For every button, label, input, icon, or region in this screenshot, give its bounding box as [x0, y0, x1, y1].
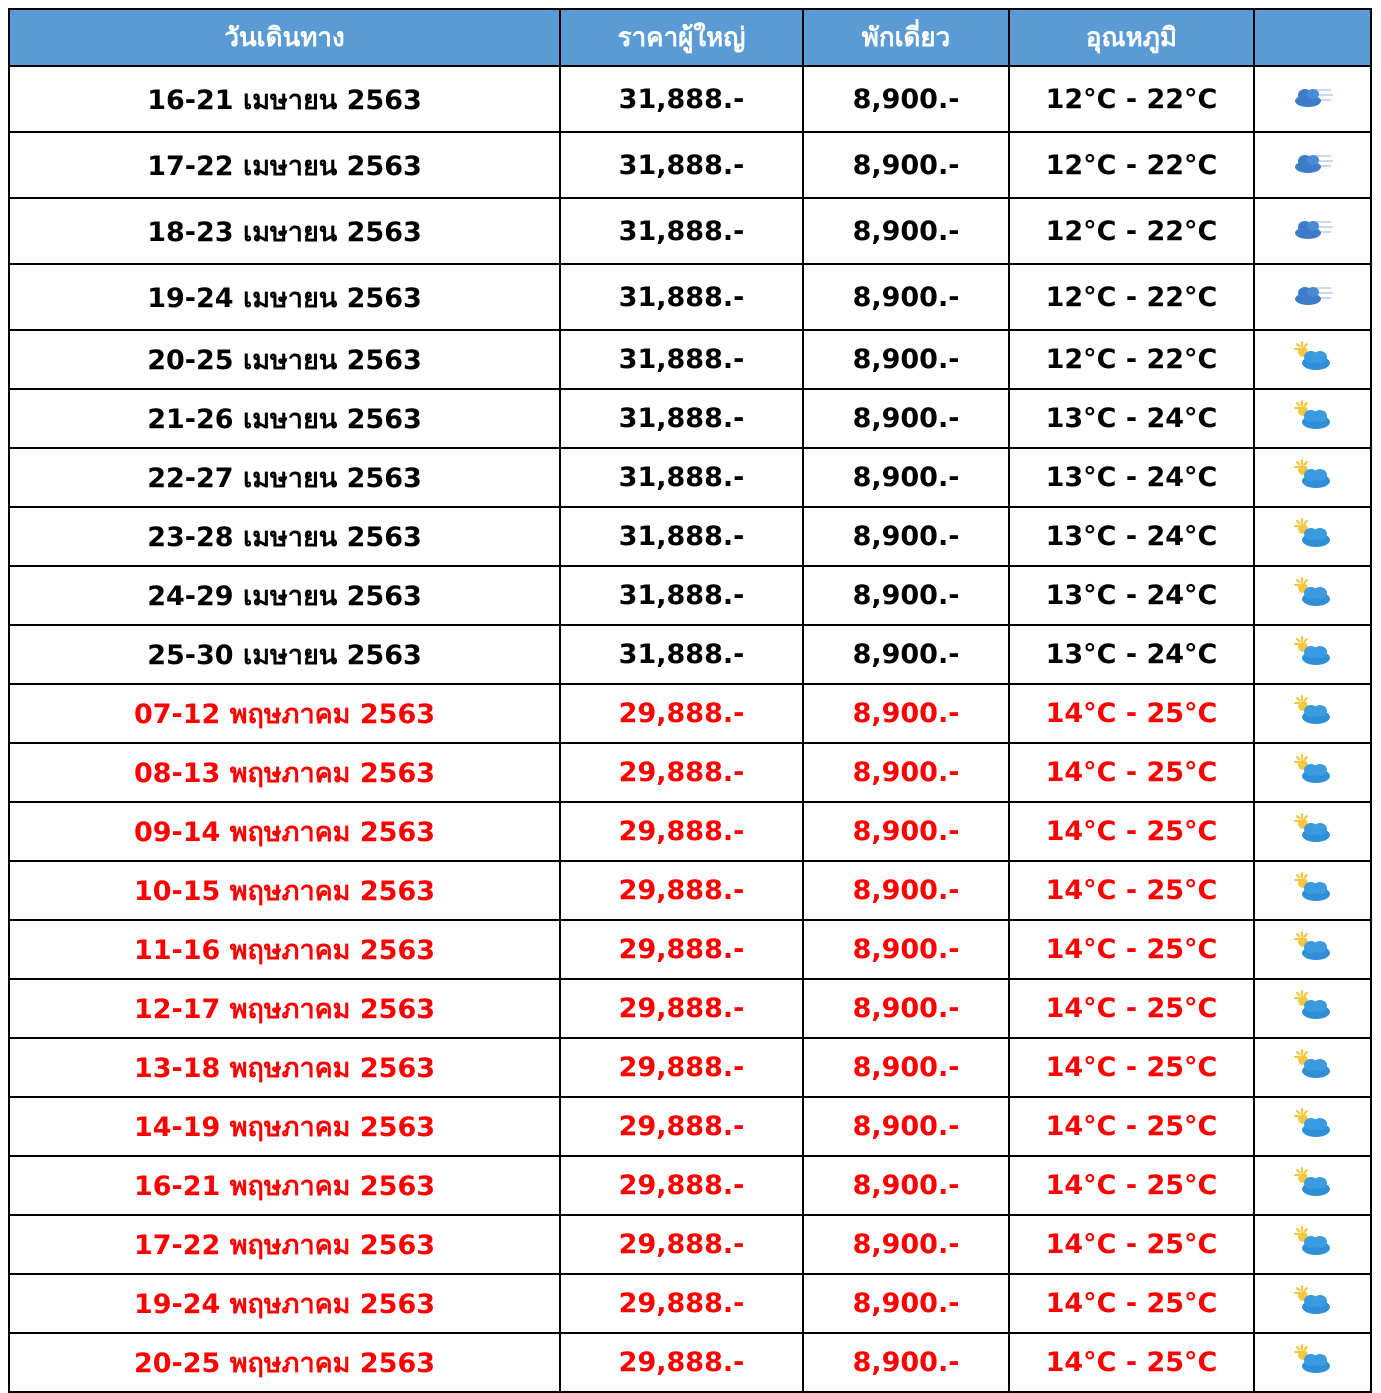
adult-price: 31,888.- — [560, 389, 803, 448]
departure-date: 19-24 พฤษภาคม 2563 — [9, 1274, 560, 1333]
temperature-range: 14°C - 25°C — [1009, 1215, 1254, 1274]
cloudy-icon — [1291, 83, 1335, 116]
weather-cell — [1254, 743, 1371, 802]
weather-cell — [1254, 1097, 1371, 1156]
weather-cell — [1254, 198, 1371, 264]
weather-cell — [1254, 1038, 1371, 1097]
weather-cell — [1254, 566, 1371, 625]
weather-cell — [1254, 264, 1371, 330]
departure-date: 08-13 พฤษภาคม 2563 — [9, 743, 560, 802]
departure-date: 11-16 พฤษภาคม 2563 — [9, 920, 560, 979]
table-row — [9, 743, 1371, 802]
temperature-range: 12°C - 22°C — [1009, 264, 1254, 330]
table-row — [9, 66, 1371, 132]
single-supplement: 8,900.- — [803, 264, 1009, 330]
adult-price: 31,888.- — [560, 198, 803, 264]
departure-date: 24-29 เมษายน 2563 — [9, 566, 560, 625]
table-row — [9, 1097, 1371, 1156]
departure-date: 07-12 พฤษภาคม 2563 — [9, 684, 560, 743]
single-supplement: 8,900.- — [803, 920, 1009, 979]
temperature-range: 12°C - 22°C — [1009, 198, 1254, 264]
table-row — [9, 861, 1371, 920]
weather-cell — [1254, 389, 1371, 448]
departure-date: 17-22 พฤษภาคม 2563 — [9, 1215, 560, 1274]
weather-cell — [1254, 920, 1371, 979]
departure-date: 20-25 พฤษภาคม 2563 — [9, 1333, 560, 1392]
table-row — [9, 920, 1371, 979]
partly-cloudy-icon — [1293, 635, 1333, 674]
single-supplement: 8,900.- — [803, 684, 1009, 743]
adult-price: 29,888.- — [560, 979, 803, 1038]
partly-cloudy-icon — [1293, 930, 1333, 969]
adult-price: 29,888.- — [560, 1274, 803, 1333]
weather-cell — [1254, 1333, 1371, 1392]
single-supplement: 8,900.- — [803, 1274, 1009, 1333]
weather-cell — [1254, 684, 1371, 743]
temperature-range: 13°C - 24°C — [1009, 389, 1254, 448]
weather-cell — [1254, 448, 1371, 507]
temperature-range: 13°C - 24°C — [1009, 566, 1254, 625]
single-supplement: 8,900.- — [803, 330, 1009, 389]
weather-cell — [1254, 625, 1371, 684]
cloudy-icon — [1291, 281, 1335, 314]
table-row — [9, 1274, 1371, 1333]
partly-cloudy-icon — [1293, 576, 1333, 615]
table-row — [9, 448, 1371, 507]
adult-price: 29,888.- — [560, 802, 803, 861]
single-supplement: 8,900.- — [803, 507, 1009, 566]
single-supplement: 8,900.- — [803, 198, 1009, 264]
weather-cell — [1254, 1215, 1371, 1274]
table-row — [9, 625, 1371, 684]
partly-cloudy-icon — [1293, 871, 1333, 910]
departure-date: 10-15 พฤษภาคม 2563 — [9, 861, 560, 920]
single-supplement: 8,900.- — [803, 861, 1009, 920]
adult-price: 29,888.- — [560, 1038, 803, 1097]
single-supplement: 8,900.- — [803, 1333, 1009, 1392]
departure-date: 25-30 เมษายน 2563 — [9, 625, 560, 684]
partly-cloudy-icon — [1293, 694, 1333, 733]
single-supplement: 8,900.- — [803, 66, 1009, 132]
adult-price: 31,888.- — [560, 448, 803, 507]
single-supplement: 8,900.- — [803, 389, 1009, 448]
departure-date: 13-18 พฤษภาคม 2563 — [9, 1038, 560, 1097]
header-row — [9, 9, 1371, 66]
temperature-range: 14°C - 25°C — [1009, 1038, 1254, 1097]
table-row — [9, 264, 1371, 330]
partly-cloudy-icon — [1293, 517, 1333, 556]
table-row — [9, 979, 1371, 1038]
table-row — [9, 566, 1371, 625]
weather-cell — [1254, 66, 1371, 132]
weather-cell — [1254, 507, 1371, 566]
temperature-range: 14°C - 25°C — [1009, 743, 1254, 802]
departure-date: 22-27 เมษายน 2563 — [9, 448, 560, 507]
adult-price: 31,888.- — [560, 330, 803, 389]
single-supplement: 8,900.- — [803, 802, 1009, 861]
table-row — [9, 684, 1371, 743]
table-row — [9, 389, 1371, 448]
header-single-supplement: พักเดี่ยว — [803, 9, 1009, 66]
header-temperature: อุณหภูมิ — [1009, 9, 1254, 66]
single-supplement: 8,900.- — [803, 448, 1009, 507]
table-row — [9, 1038, 1371, 1097]
departure-date: 17-22 เมษายน 2563 — [9, 132, 560, 198]
temperature-range: 14°C - 25°C — [1009, 861, 1254, 920]
temperature-range: 12°C - 22°C — [1009, 132, 1254, 198]
single-supplement: 8,900.- — [803, 1097, 1009, 1156]
temperature-range: 14°C - 25°C — [1009, 1097, 1254, 1156]
table-row — [9, 132, 1371, 198]
weather-cell — [1254, 802, 1371, 861]
adult-price: 29,888.- — [560, 1156, 803, 1215]
table-row — [9, 1215, 1371, 1274]
adult-price: 29,888.- — [560, 1333, 803, 1392]
single-supplement: 8,900.- — [803, 743, 1009, 802]
single-supplement: 8,900.- — [803, 1156, 1009, 1215]
departure-date: 16-21 พฤษภาคม 2563 — [9, 1156, 560, 1215]
adult-price: 31,888.- — [560, 264, 803, 330]
weather-cell — [1254, 1274, 1371, 1333]
table-row — [9, 507, 1371, 566]
partly-cloudy-icon — [1293, 1284, 1333, 1323]
departure-date: 20-25 เมษายน 2563 — [9, 330, 560, 389]
adult-price: 29,888.- — [560, 1097, 803, 1156]
adult-price: 29,888.- — [560, 1215, 803, 1274]
tour-schedule-table — [8, 8, 1372, 1393]
single-supplement: 8,900.- — [803, 1038, 1009, 1097]
table-row — [9, 802, 1371, 861]
partly-cloudy-icon — [1293, 1107, 1333, 1146]
departure-date: 12-17 พฤษภาคม 2563 — [9, 979, 560, 1038]
weather-cell — [1254, 330, 1371, 389]
adult-price: 31,888.- — [560, 507, 803, 566]
single-supplement: 8,900.- — [803, 132, 1009, 198]
partly-cloudy-icon — [1293, 1343, 1333, 1382]
temperature-range: 14°C - 25°C — [1009, 979, 1254, 1038]
temperature-range: 14°C - 25°C — [1009, 684, 1254, 743]
departure-date: 23-28 เมษายน 2563 — [9, 507, 560, 566]
weather-cell — [1254, 1156, 1371, 1215]
table-row — [9, 198, 1371, 264]
adult-price: 31,888.- — [560, 625, 803, 684]
adult-price: 29,888.- — [560, 684, 803, 743]
cloudy-icon — [1291, 149, 1335, 182]
table-row — [9, 1333, 1371, 1392]
temperature-range: 13°C - 24°C — [1009, 625, 1254, 684]
schedule-body — [9, 66, 1371, 1392]
single-supplement: 8,900.- — [803, 566, 1009, 625]
temperature-range: 14°C - 25°C — [1009, 802, 1254, 861]
weather-cell — [1254, 132, 1371, 198]
cloudy-icon — [1291, 215, 1335, 248]
departure-date: 16-21 เมษายน 2563 — [9, 66, 560, 132]
weather-cell — [1254, 861, 1371, 920]
departure-date: 21-26 เมษายน 2563 — [9, 389, 560, 448]
partly-cloudy-icon — [1293, 812, 1333, 851]
single-supplement: 8,900.- — [803, 979, 1009, 1038]
table-row — [9, 1156, 1371, 1215]
header-weather — [1254, 9, 1371, 66]
header-adult-price: ราคาผู้ใหญ่ — [560, 9, 803, 66]
adult-price: 29,888.- — [560, 861, 803, 920]
adult-price: 29,888.- — [560, 920, 803, 979]
partly-cloudy-icon — [1293, 1048, 1333, 1087]
partly-cloudy-icon — [1293, 753, 1333, 792]
temperature-range: 13°C - 24°C — [1009, 507, 1254, 566]
partly-cloudy-icon — [1293, 340, 1333, 379]
table-row — [9, 330, 1371, 389]
partly-cloudy-icon — [1293, 989, 1333, 1028]
departure-date: 09-14 พฤษภาคม 2563 — [9, 802, 560, 861]
adult-price: 31,888.- — [560, 566, 803, 625]
temperature-range: 14°C - 25°C — [1009, 920, 1254, 979]
departure-date: 19-24 เมษายน 2563 — [9, 264, 560, 330]
adult-price: 29,888.- — [560, 743, 803, 802]
header-date: วันเดินทาง — [9, 9, 560, 66]
adult-price: 31,888.- — [560, 132, 803, 198]
temperature-range: 12°C - 22°C — [1009, 66, 1254, 132]
temperature-range: 14°C - 25°C — [1009, 1156, 1254, 1215]
temperature-range: 13°C - 24°C — [1009, 448, 1254, 507]
temperature-range: 12°C - 22°C — [1009, 330, 1254, 389]
adult-price: 31,888.- — [560, 66, 803, 132]
temperature-range: 14°C - 25°C — [1009, 1274, 1254, 1333]
partly-cloudy-icon — [1293, 458, 1333, 497]
departure-date: 14-19 พฤษภาคม 2563 — [9, 1097, 560, 1156]
partly-cloudy-icon — [1293, 399, 1333, 438]
partly-cloudy-icon — [1293, 1166, 1333, 1205]
partly-cloudy-icon — [1293, 1225, 1333, 1264]
temperature-range: 14°C - 25°C — [1009, 1333, 1254, 1392]
weather-cell — [1254, 979, 1371, 1038]
single-supplement: 8,900.- — [803, 1215, 1009, 1274]
departure-date: 18-23 เมษายน 2563 — [9, 198, 560, 264]
single-supplement: 8,900.- — [803, 625, 1009, 684]
